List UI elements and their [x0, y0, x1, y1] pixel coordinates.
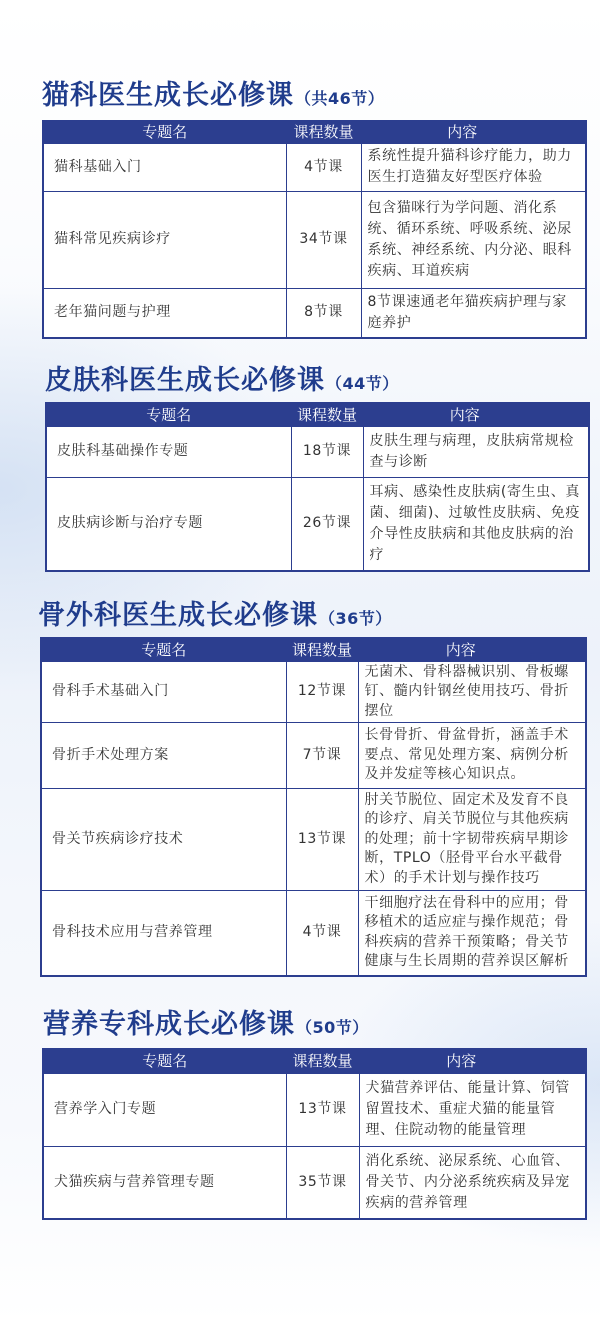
section-heading	[43, 1009, 369, 1041]
topic-cell: 猫科常见疾病诊疗	[43, 191, 286, 288]
topic-cell: 老年猫问题与护理	[43, 288, 286, 338]
lesson-count-cell: 4节课	[286, 891, 358, 976]
content-cell: 耳病、感染性皮肤病(寄生虫、真菌、细菌)、过敏性皮肤病、免疫介导性皮肤病和其他皮肤病的治疗	[363, 477, 589, 571]
table-header-row	[41, 638, 586, 661]
content-cell: 犬猫营养评估、能量计算、饲管留置技术、重症犬猫的能量管理、住院动物的能量管理	[359, 1073, 586, 1146]
lesson-count-cell: 12节课	[286, 661, 358, 723]
topic-cell: 营养学入门专题	[43, 1073, 286, 1146]
column-header-topic: 专题名	[46, 403, 291, 426]
table-row	[43, 191, 586, 288]
table-row	[46, 426, 589, 477]
column-header-lesson-count: 课程数量	[286, 121, 361, 143]
lesson-count-cell: 13节课	[286, 1073, 359, 1146]
table-row	[43, 1146, 586, 1219]
section-heading	[38, 600, 392, 632]
table-row	[41, 789, 586, 891]
column-header-content: 内容	[363, 403, 589, 426]
section-lesson-count: （50节）	[296, 1018, 369, 1037]
table-header-row	[46, 403, 589, 426]
section-lesson-count: （36节）	[319, 609, 392, 628]
topic-cell: 骨关节疾病诊疗技术	[41, 789, 286, 891]
lesson-count-cell: 13节课	[286, 789, 358, 891]
section-lesson-count: （44节）	[326, 374, 399, 393]
topic-cell: 骨折手术处理方案	[41, 723, 286, 789]
column-header-content: 内容	[359, 1049, 586, 1073]
column-header-topic: 专题名	[41, 638, 286, 661]
table-row	[41, 661, 586, 723]
content-cell: 肘关节脱位、固定术及发育不良的诊疗、肩关节脱位与其他疾病的处理；前十字韧带疾病早期诊断，TPLO（胫骨平台水平截骨术）的手术计划与操作技巧	[358, 789, 586, 891]
lesson-count-cell: 35节课	[286, 1146, 359, 1219]
section-lesson-count: （共46节）	[295, 89, 385, 108]
lesson-count-cell: 34节课	[286, 191, 361, 288]
course-table	[40, 637, 587, 977]
column-header-lesson-count: 课程数量	[286, 1049, 359, 1073]
course-table	[42, 120, 587, 339]
table-row	[41, 723, 586, 789]
column-header-lesson-count: 课程数量	[286, 638, 358, 661]
table-header-row	[43, 1049, 586, 1073]
section-heading	[42, 80, 384, 112]
content-cell: 包含猫咪行为学问题、消化系统、循环系统、呼吸系统、泌尿系统、神经系统、内分泌、眼科疾病、耳道疾病	[361, 191, 586, 288]
course-table	[45, 402, 590, 572]
section-title: 骨外科医生成长必修课	[38, 600, 318, 631]
table-row	[43, 143, 586, 191]
topic-cell: 犬猫疾病与营养管理专题	[43, 1146, 286, 1219]
table-row	[46, 477, 589, 571]
table-row	[43, 288, 586, 338]
topic-cell: 皮肤病诊断与治疗专题	[46, 477, 291, 571]
lesson-count-cell: 18节课	[291, 426, 363, 477]
table-row	[43, 1073, 586, 1146]
topic-cell: 猫科基础入门	[43, 143, 286, 191]
lesson-count-cell: 26节课	[291, 477, 363, 571]
section-title: 猫科医生成长必修课	[42, 80, 294, 111]
lesson-count-cell: 7节课	[286, 723, 358, 789]
content-cell: 长骨骨折、骨盆骨折，涵盖手术要点、常见处理方案、病例分析及并发症等核心知识点。	[358, 723, 586, 789]
column-header-topic: 专题名	[43, 1049, 286, 1073]
column-header-content: 内容	[361, 121, 586, 143]
column-header-lesson-count: 课程数量	[291, 403, 363, 426]
content-cell: 皮肤生理与病理，皮肤病常规检查与诊断	[363, 426, 589, 477]
table-row	[41, 891, 586, 976]
topic-cell: 骨科技术应用与营养管理	[41, 891, 286, 976]
topic-cell: 皮肤科基础操作专题	[46, 426, 291, 477]
content-cell: 消化系统、泌尿系统、心血管、骨关节、内分泌系统疾病及异宠疾病的营养管理	[359, 1146, 586, 1219]
content-cell: 干细胞疗法在骨科中的应用；骨移植术的适应症与操作规范；骨科疾病的营养干预策略；骨关节健康与生长周期的营养误区解析	[358, 891, 586, 976]
section-heading	[45, 365, 399, 397]
content-cell: 系统性提升猫科诊疗能力，助力医生打造猫友好型医疗体验	[361, 143, 586, 191]
table-header-row	[43, 121, 586, 143]
lesson-count-cell: 4节课	[286, 143, 361, 191]
topic-cell: 骨科手术基础入门	[41, 661, 286, 723]
lesson-count-cell: 8节课	[286, 288, 361, 338]
column-header-content: 内容	[358, 638, 586, 661]
column-header-topic: 专题名	[43, 121, 286, 143]
content-cell: 无菌术、骨科器械识别、骨板螺钉、髓内针钢丝使用技巧、骨折摆位	[358, 661, 586, 723]
section-title: 营养专科成长必修课	[43, 1009, 295, 1040]
content-cell: 8节课速通老年猫疾病护理与家庭养护	[361, 288, 586, 338]
course-table	[42, 1048, 587, 1220]
section-title: 皮肤科医生成长必修课	[45, 365, 325, 396]
